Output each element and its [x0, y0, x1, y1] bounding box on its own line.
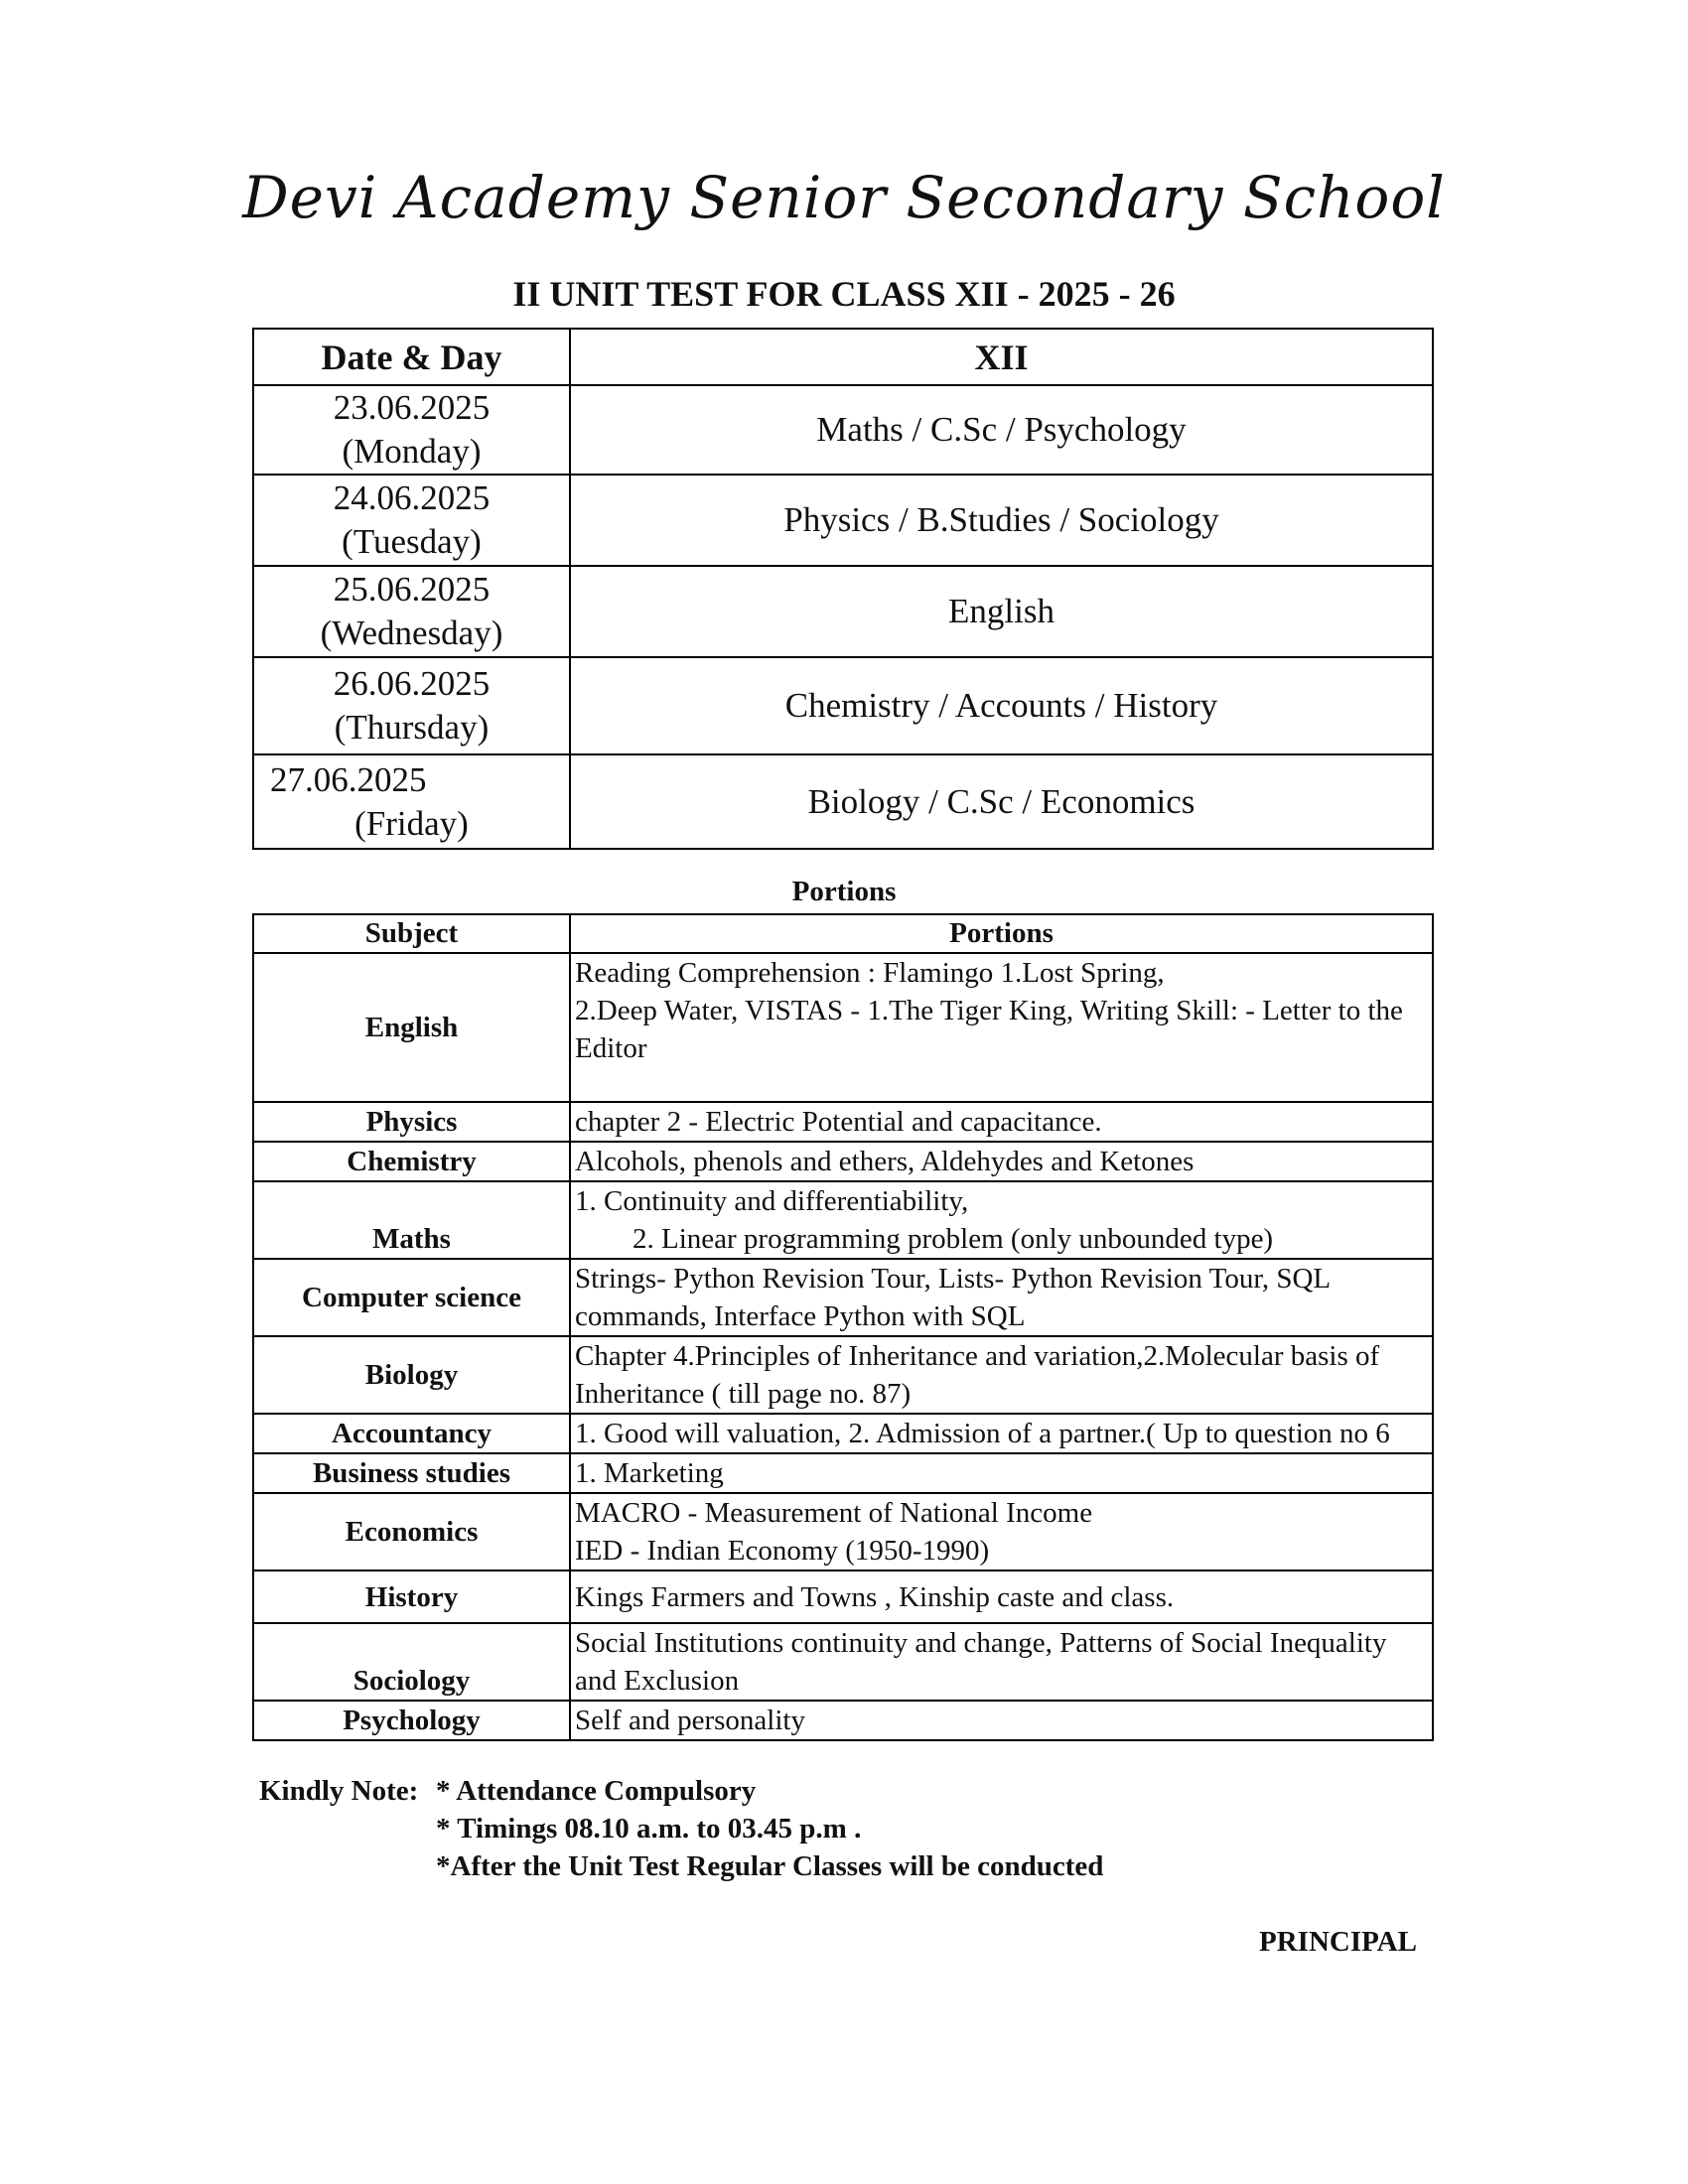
kindly-note	[259, 1772, 1103, 1885]
schedule-col-date: Date & Day	[253, 329, 570, 385]
portion-subject: Computer science	[253, 1259, 570, 1336]
schedule-date: 25.06.2025	[333, 570, 491, 609]
portion-subject: Psychology	[253, 1701, 570, 1740]
portion-subject: Physics	[253, 1102, 570, 1142]
portion-row	[253, 1414, 1433, 1453]
portion-subject: Biology	[253, 1336, 570, 1414]
portion-text: chapter 2 - Electric Potential and capacitance.	[570, 1102, 1433, 1142]
portion-text: MACRO - Measurement of National Income IED - Indian Economy (1950-1990)	[570, 1493, 1433, 1570]
portion-subject: English	[253, 953, 570, 1102]
portion-row	[253, 1623, 1433, 1701]
schedule-subjects: Maths / C.Sc / Psychology	[570, 385, 1433, 475]
portion-row	[253, 1570, 1433, 1623]
schedule-date: 24.06.2025	[333, 478, 491, 517]
portion-text: Alcohols, phenols and ethers, Aldehydes and Ketones	[570, 1142, 1433, 1181]
portion-row	[253, 1701, 1433, 1740]
school-name: Devi Academy Senior Secondary School	[242, 164, 1446, 231]
portion-subject: History	[253, 1570, 570, 1623]
portion-row	[253, 1181, 1433, 1259]
principal-signature: PRINCIPAL	[1259, 1926, 1417, 1958]
portion-text: 1. Good will valuation, 2. Admission of a partner.( Up to question no 6	[570, 1414, 1433, 1453]
schedule-day: (Friday)	[354, 803, 469, 843]
schedule-day: (Thursday)	[334, 708, 490, 747]
schedule-day: (Tuesday)	[342, 522, 482, 561]
portion-row	[253, 1259, 1433, 1336]
portion-row	[253, 1336, 1433, 1414]
schedule-subjects: English	[570, 566, 1433, 657]
portions-col-portions: Portions	[570, 914, 1433, 953]
portion-subject: Economics	[253, 1493, 570, 1570]
portion-row	[253, 1102, 1433, 1142]
note-line: * Attendance Compulsory	[436, 1775, 757, 1807]
schedule-date: 23.06.2025	[333, 388, 491, 427]
note-line: *After the Unit Test Regular Classes will be conducted	[436, 1850, 1104, 1882]
schedule-header-row	[253, 329, 1433, 385]
schedule-date-cell	[253, 754, 570, 849]
test-title: II UNIT TEST FOR CLASS XII - 2025 - 26	[512, 274, 1176, 314]
schedule-subjects: Physics / B.Studies / Sociology	[570, 475, 1433, 566]
portion-row	[253, 1142, 1433, 1181]
portions-heading: Portions	[791, 876, 897, 907]
schedule-row	[253, 657, 1433, 754]
portion-text: Chapter 4.Principles of Inheritance and variation,2.Molecular basis of Inheritance ( till page no. 87)	[570, 1336, 1433, 1414]
portion-text: Self and personality	[570, 1701, 1433, 1740]
portion-subject: Chemistry	[253, 1142, 570, 1181]
schedule-date-cell	[253, 385, 570, 475]
portion-subject: Maths	[253, 1181, 570, 1259]
schedule-subjects: Biology / C.Sc / Economics	[570, 754, 1433, 849]
schedule-subjects: Chemistry / Accounts / History	[570, 657, 1433, 754]
schedule-col-class: XII	[570, 329, 1433, 385]
schedule-date-cell	[253, 657, 570, 754]
portion-text: Reading Comprehension : Flamingo 1.Lost Spring, 2.Deep Water, VISTAS - 1.The Tiger King, Writing Skill: - Letter to the Editor	[570, 953, 1433, 1102]
schedule-day: (Wednesday)	[320, 614, 503, 652]
portion-row	[253, 1493, 1433, 1570]
portion-text: Strings- Python Revision Tour, Lists- Python Revision Tour, SQL commands, Interface Python with SQL	[570, 1259, 1433, 1336]
portion-text: 1. Marketing	[570, 1453, 1433, 1493]
portion-text: Kings Farmers and Towns , Kinship caste and class.	[570, 1570, 1433, 1623]
portion-text: 1. Continuity and differentiability, 2. Linear programming problem (only unbounded type)	[570, 1181, 1433, 1259]
portion-subject: Accountancy	[253, 1414, 570, 1453]
schedule-date-cell	[253, 566, 570, 657]
portion-subject: Business studies	[253, 1453, 570, 1493]
portion-text: Social Institutions continuity and change, Patterns of Social Inequality and Exclusion	[570, 1623, 1433, 1701]
schedule-date-cell	[253, 475, 570, 566]
portions-header-row	[253, 914, 1433, 953]
schedule-row	[253, 475, 1433, 566]
portions-table	[252, 913, 1434, 1741]
schedule-day: (Monday)	[342, 432, 482, 471]
note-line: * Timings 08.10 a.m. to 03.45 p.m .	[436, 1813, 862, 1844]
schedule-row	[253, 754, 1433, 849]
schedule-row	[253, 566, 1433, 657]
note-label: Kindly Note:	[259, 1775, 419, 1807]
schedule-date: 27.06.2025	[270, 759, 427, 799]
portion-row	[253, 953, 1433, 1102]
schedule-date: 26.06.2025	[333, 664, 491, 703]
portion-subject: Sociology	[253, 1623, 570, 1701]
portion-row	[253, 1453, 1433, 1493]
schedule-row	[253, 385, 1433, 475]
schedule-table	[252, 328, 1434, 850]
portions-col-subject: Subject	[253, 914, 570, 953]
